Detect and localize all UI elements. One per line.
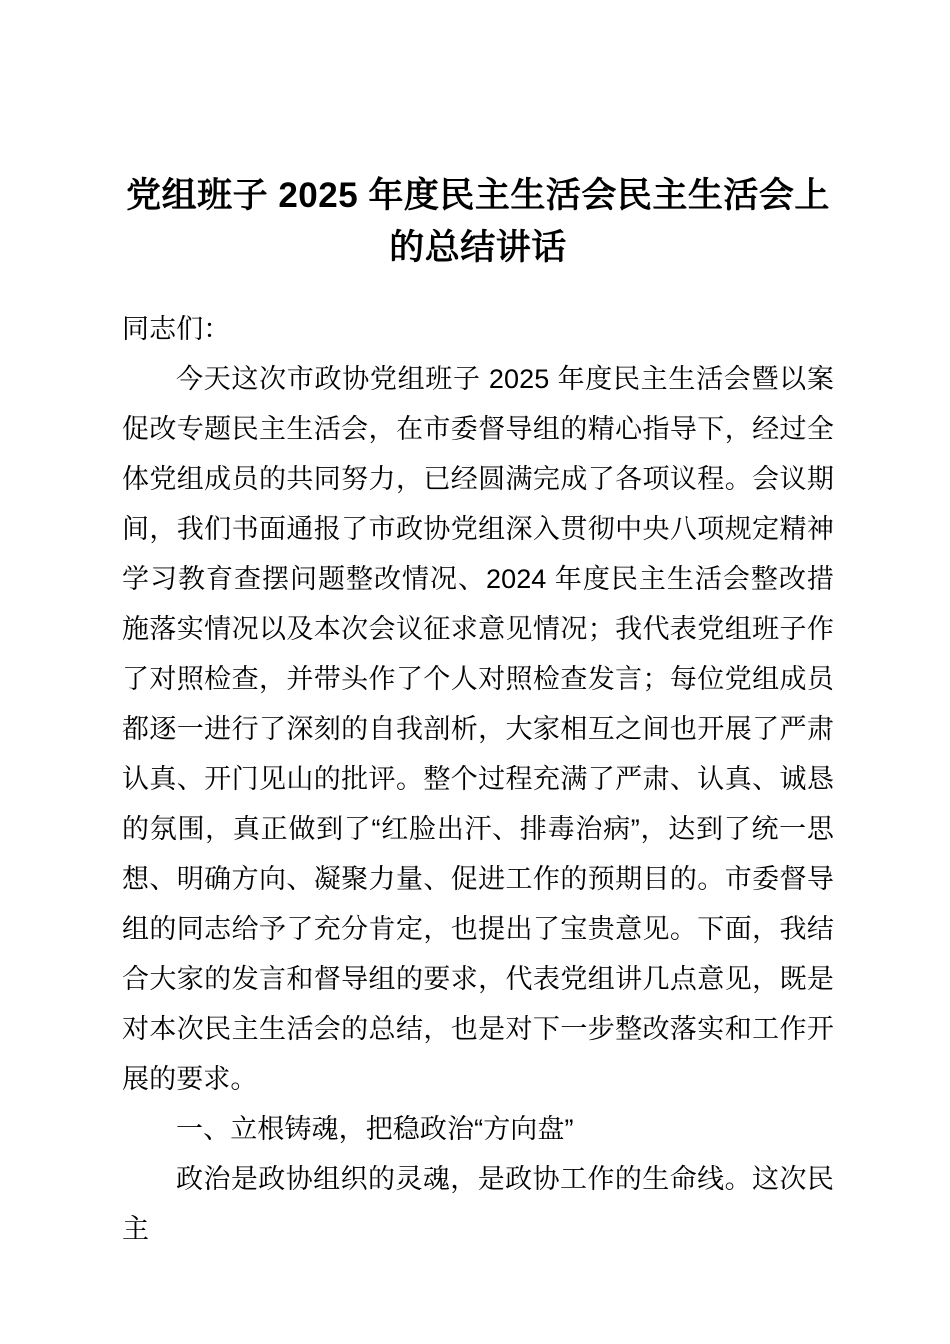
opening-paragraph: 今天这次市政协党组班子 2025 年度民主生活会暨以案促改专题民主生活会，在市委督导组的精心指导下，经过全体党组成员的共同努力，已经圆满完成了各项议程。会议期间，我们书面通报了市政协党组深入贯彻中央八项规定精神学习教育查摆问题整改情况、2024 年度民主生活会整改措施落实情况以及本次会议征求意见情况；我代表党组班子作了对照检查，并带头作了个人对照检查发言；每位党组成员都逐一进行了深刻的自我剖析，大家相互之间也开展了严肃认真、开门见山的批评。整个过程充满了严肃、认真、诚恳的氛围，真正做到了“红脸出汗、排毒治病”，达到了统一思想、明确方向、凝聚力量、促进工作的预期目的。市委督导组的同志给予了充分肯定，也提出了宝贵意见。下面，我结合大家的发言和督导组的要求，代表党组讲几点意见，既是对本次民主生活会的总结，也是对下一步整改落实和工作开展的要求。 — [122, 364, 834, 1094]
document-body — [122, 170, 834, 1254]
salutation-line: 同志们： — [122, 314, 231, 344]
section-heading-one: 一、立根铸魂，把稳政治“方向盘” — [176, 1114, 574, 1144]
section-one-body-paragraph: 政治是政协组织的灵魂，是政协工作的生命线。这次民主 — [122, 1164, 834, 1244]
document-title: 党组班子 2025 年度民主生活会民主生活会上的总结讲话 — [126, 176, 830, 267]
